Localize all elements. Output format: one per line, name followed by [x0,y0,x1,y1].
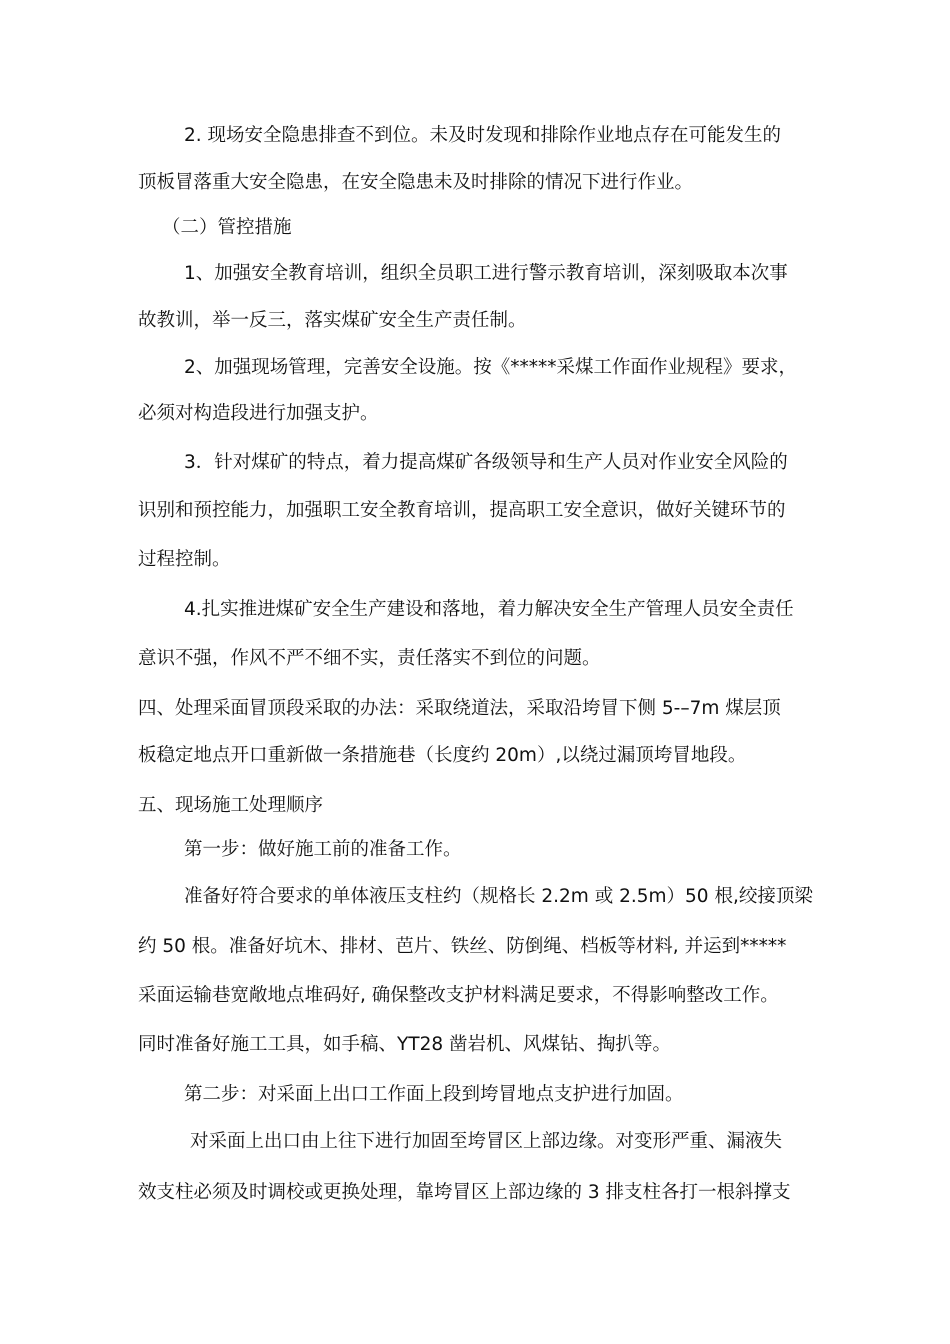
paragraph-line: 板稳定地点开口重新做一条措施巷（长度约 20m）,以绕过漏顶垮冒地段。 [138,745,747,766]
step-heading: 第二步：对采面上出口工作面上段到垮冒地点支护进行加固。 [184,1084,684,1105]
paragraph-line: 顶板冒落重大安全隐患，在安全隐患未及时排除的情况下进行作业。 [138,172,694,193]
paragraph-line: 2、加强现场管理，完善安全设施。按《*****采煤工作面作业规程》要求， [184,357,798,378]
paragraph-line: 采面运输巷宽敞地点堆码好, 确保整改支护材料满足要求，不得影响整改工作。 [138,985,779,1006]
section-heading: 四、处理采面冒顶段采取的办法：采取绕道法，采取沿垮冒下侧 5-–7m 煤层顶 [138,698,781,719]
paragraph-line: 必须对构造段进行加强支护。 [138,403,379,424]
paragraph-line: 过程控制。 [138,549,231,570]
paragraph-line: 2. 现场安全隐患排查不到位。未及时发现和排除作业地点存在可能发生的 [184,125,782,146]
paragraph-line: 效支柱必须及时调校或更换处理，靠垮冒区上部边缘的 3 排支柱各打一根斜撑支 [138,1182,791,1203]
paragraph-line: 意识不强，作风不严不细不实，责任落实不到位的问题。 [138,648,601,669]
paragraph-line: 识别和预控能力，加强职工安全教育培训，提高职工安全意识，做好关键环节的 [138,500,786,521]
paragraph-line: 约 50 根。准备好坑木、排材、芭片、铁丝、防倒绳、档板等材料, 并运到***** [138,936,787,957]
section-heading: （二）管控措施 [162,217,292,238]
paragraph-line: 准备好符合要求的单体液压支柱约（规格长 2.2m 或 2.5m）50 根,绞接顶梁 [184,886,813,907]
paragraph-line: 4.扎实推进煤矿安全生产建设和落地，着力解决安全生产管理人员安全责任 [184,599,794,620]
paragraph-line: 故教训，举一反三，落实煤矿安全生产责任制。 [138,310,527,331]
section-heading: 五、现场施工处理顺序 [138,795,324,816]
paragraph-line: 对采面上出口由上往下进行加固至垮冒区上部边缘。对变形严重、漏液失 [190,1131,783,1152]
paragraph-line: 同时准备好施工工具，如手稿、YT28 凿岩机、风煤钻、掏扒等。 [138,1034,672,1055]
paragraph-line: 3．针对煤矿的特点，着力提高煤矿各级领导和生产人员对作业安全风险的 [184,452,788,473]
paragraph-line: 1、加强安全教育培训，组织全员职工进行警示教育培训，深刻吸取本次事 [184,263,788,284]
step-heading: 第一步：做好施工前的准备工作。 [184,839,462,860]
